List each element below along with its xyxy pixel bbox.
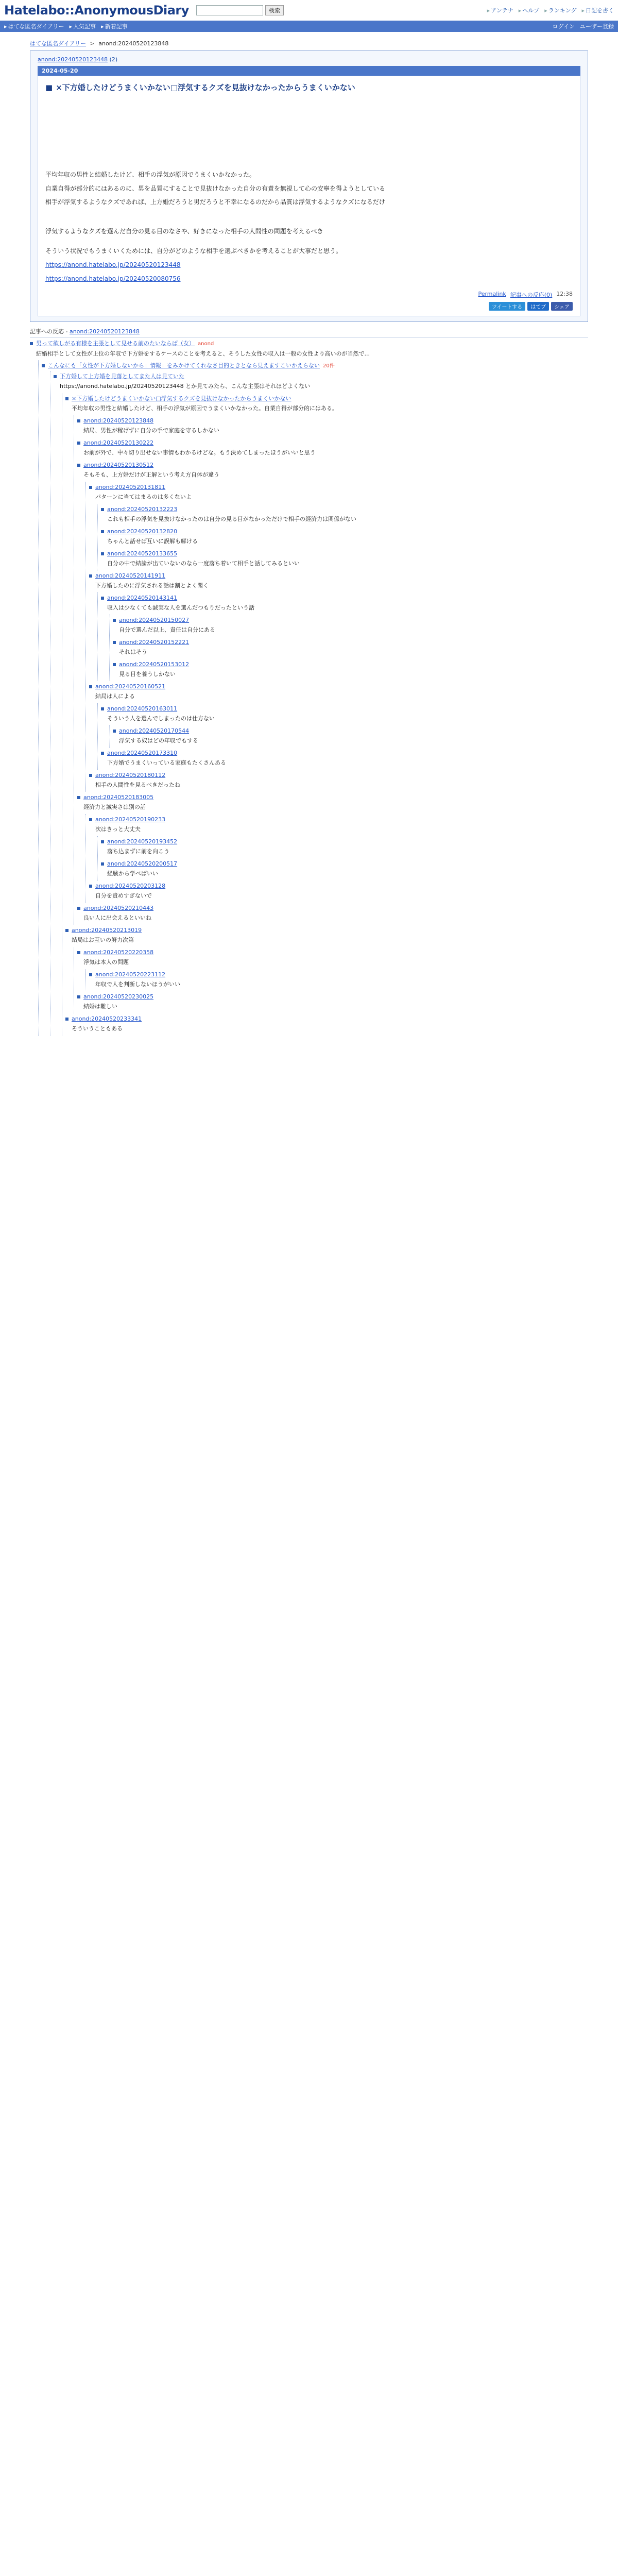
reply-id-link[interactable]: anond:20240520183005 [83, 793, 154, 801]
reply-id-link[interactable]: anond:20240520213019 [72, 926, 142, 934]
reply-text: https://anond.hatelabo.jp/20240520123448 とか見てみたら、こんな主張はそれほどよくない [60, 383, 311, 390]
nav-new[interactable]: ▸ 新着記事 [101, 22, 128, 30]
reply-children [85, 814, 588, 903]
reactions-heading-label: 記事への反応 - [30, 328, 68, 335]
entry [38, 76, 580, 316]
nav-antenna[interactable]: ▸ アンテナ [487, 6, 513, 14]
reply-tag: anond [198, 341, 214, 347]
reply-text: それはそう [119, 649, 147, 656]
reply-item [65, 393, 588, 415]
reply-id-link[interactable]: anond:20240520153012 [119, 660, 190, 668]
entry-url-link[interactable]: https://anond.hatelabo.jp/20240520123448 [45, 261, 181, 268]
reply-id-link[interactable]: anond:20240520223112 [95, 971, 166, 978]
parent-entry-link [38, 56, 580, 63]
reply-item [65, 1013, 588, 1036]
reply-children [50, 371, 588, 1036]
bullet-icon [77, 442, 80, 445]
reply-children [38, 360, 588, 1036]
breadcrumb-home[interactable]: はてな匿名ダイアリー [30, 40, 87, 47]
reply-children [85, 482, 588, 792]
bullet-icon [77, 995, 80, 998]
reply-text: 平均年収の男性と結婚したけど、相手の浮気が原因でうまくいかなかった。自業自得が部分的にはある。 [72, 405, 338, 412]
bullet-icon [89, 685, 92, 688]
nav-anond-home[interactable]: ▸ はてな匿名ダイアリー [4, 22, 64, 30]
reply-item [77, 947, 588, 969]
reply-children [62, 393, 588, 1036]
reply-text: パターンに当てはまるのは多くないよ [95, 494, 192, 501]
reply-item [89, 770, 588, 792]
reply-text: これも相手の浮気を見抜けなかったのは自分の見る目がなかっただけで相手の経済力は関係がない [107, 516, 356, 523]
parent-entry-id[interactable]: anond:20240520123448 [38, 56, 108, 63]
reply-item [101, 526, 588, 548]
nav-ranking[interactable]: ▸ ランキング [544, 6, 576, 14]
reply-text: 見る目を養うしかない [119, 671, 176, 678]
reply-id-link[interactable]: ×下方婚したけどうまくいかない□浮気するクズを見抜けなかったからうまくいかない [72, 395, 291, 402]
bullet-icon [101, 862, 104, 866]
top-nav [487, 6, 614, 14]
reply-id-link[interactable]: anond:20240520193452 [107, 838, 178, 845]
reply-text: 下方婚したのに浮気される話は割とよく聞く [95, 582, 209, 589]
nav-write[interactable]: ▸ 日記を書く [581, 6, 614, 14]
tweet-button[interactable]: ツイートする [489, 302, 525, 311]
bullet-icon [89, 818, 92, 821]
bullet-icon [77, 464, 80, 467]
reactions-link[interactable]: 記事への反応(0) [510, 292, 553, 299]
reply-children [109, 615, 588, 681]
bullet-icon [77, 796, 80, 799]
reply-text: 落ち込まずに前を向こう [107, 848, 169, 855]
reply-item [101, 748, 588, 770]
reply-id-link[interactable]: anond:20240520130512 [83, 461, 154, 468]
bullet-icon [30, 342, 33, 345]
bullet-icon [89, 885, 92, 888]
reply-text: 年収で人を判断しないほうがいい [95, 981, 180, 988]
reply-item [77, 437, 588, 460]
reply-item [30, 338, 588, 360]
bullet-icon [65, 397, 68, 400]
reply-text: 浮気は本人の問題 [83, 959, 129, 966]
reply-item [101, 703, 588, 725]
reply-item [77, 792, 588, 814]
reply-id-link[interactable]: anond:20240520141911 [95, 572, 166, 579]
reply-text: そういうこともある [72, 1025, 123, 1032]
bullet-icon [101, 707, 104, 710]
entry-paragraph: 相手が浮気するようなクズであれば、上方婚だろうと男だろうと不幸になるのだから品質は浮気するようなクズになるだけ [45, 198, 385, 206]
bullet-icon [113, 730, 116, 733]
entry-title-text[interactable]: ×下方婚したけどうまくいかない□浮気するクズを見抜けなかったからうまくいかない [56, 83, 355, 92]
reply-text: 次はきっと大丈夫 [95, 826, 141, 833]
reply-text: お前が外で、中々切り出せない事情もわかるけどな。もう決めてしまったほうがいいと思う [83, 449, 316, 456]
bullet-icon [65, 929, 68, 932]
reply-item [42, 360, 588, 371]
entry-date: 2024-05-20 [38, 66, 580, 76]
reply-id-link[interactable]: anond:20240520131811 [95, 483, 166, 490]
reply-text: 自分を責めすぎないで [95, 892, 152, 900]
reply-item [77, 415, 588, 437]
nav-popular[interactable]: ▸ 人気記事 [70, 22, 96, 30]
reply-item [101, 504, 588, 526]
reply-children [74, 415, 588, 925]
reply-children [74, 947, 588, 1013]
reactions-heading [30, 327, 588, 335]
reply-item [54, 371, 588, 393]
reply-children [97, 703, 588, 770]
bullet-icon [89, 774, 92, 777]
reply-text: 下方婚でうまくいっている家庭もたくさんある [107, 759, 226, 767]
bullet-icon [77, 419, 80, 422]
bullet-icon [101, 840, 104, 843]
reply-item [77, 991, 588, 1013]
reply-id-link[interactable]: anond:20240520133655 [107, 550, 178, 557]
reply-id-link[interactable]: anond:20240520173310 [107, 749, 178, 756]
reply-id-link[interactable]: anond:20240520180112 [95, 771, 166, 778]
reactions-heading-link[interactable]: anond:20240520123848 [69, 328, 140, 335]
bullet-icon [101, 508, 104, 511]
reply-id-link[interactable]: 下方婚して上方婚を見落としてまた人は見ていた [60, 372, 184, 380]
bullet-icon [77, 951, 80, 954]
site-nav-bar [0, 21, 618, 32]
reply-id-link[interactable]: anond:20240520132223 [107, 505, 178, 513]
reply-item [65, 925, 588, 947]
reply-children [85, 969, 588, 991]
entry-url-link[interactable]: https://anond.hatelabo.jp/20240520080756 [45, 275, 181, 282]
bullet-icon [101, 552, 104, 555]
bullet-icon [89, 973, 92, 976]
search-input[interactable] [196, 5, 263, 15]
hatebu-button[interactable]: はてブ [527, 302, 549, 311]
nav-help[interactable]: ▸ ヘルプ [519, 6, 540, 14]
reply-item [101, 548, 588, 570]
bullet-icon [113, 663, 116, 666]
entry-paragraph: そういう状況でもうまくいくためには、自分がどのような相手を選ぶべきかを考えることが大事だと思う。 [45, 247, 342, 255]
register-link[interactable]: ユーザー登録 [580, 23, 614, 30]
reply-id-link[interactable]: anond:20240520190233 [95, 816, 166, 823]
reply-id-link[interactable]: anond:20240520132820 [107, 528, 178, 535]
reply-text: 収入は少なくても誠実な人を選んだつもりだったという話 [107, 604, 254, 612]
reply-id-link[interactable]: anond:20240520163011 [107, 705, 178, 712]
bullet-icon [113, 641, 116, 644]
reply-tag: 20件 [323, 363, 335, 369]
reply-id-link[interactable]: anond:20240520143141 [107, 594, 178, 601]
reply-item [89, 482, 588, 504]
bullet-icon [89, 486, 92, 489]
reply-item [89, 570, 588, 592]
breadcrumb-current: anond:20240520123848 [98, 40, 169, 47]
reply-item [113, 725, 588, 748]
reply-children [97, 592, 588, 681]
reply-item [101, 858, 588, 880]
entry-body [45, 170, 573, 283]
reply-id-link[interactable]: anond:20240520150027 [119, 616, 190, 623]
bullet-icon [101, 597, 104, 600]
reply-text: 結局は人による [95, 693, 135, 700]
entry-paragraph: 自業自得が部分的にはあるのに、男を品質にすることで見抜けなかった自分の有責を無視して心の安寧を得ようとしている [45, 184, 386, 192]
bullet-icon [113, 619, 116, 622]
reply-id-link[interactable]: anond:20240520210443 [83, 904, 154, 911]
reply-text: 良い人に出会えるといいね [83, 914, 151, 922]
reply-item [101, 836, 588, 858]
reply-id-link[interactable]: anond:20240520230025 [83, 993, 154, 1000]
reply-id-link[interactable]: anond:20240520152221 [119, 638, 190, 646]
search-button[interactable]: 検索 [265, 5, 284, 15]
reply-item [89, 814, 588, 836]
reply-text: 経験から学べばいい [107, 870, 158, 877]
entry-paragraph: 平均年収の男性と結婚したけど、相手の浮気が原因でうまくいかなかった。 [45, 171, 256, 178]
reply-text: 結局はお互いの努力次第 [72, 937, 134, 944]
reply-id-link[interactable]: anond:20240520203128 [95, 882, 166, 889]
bullet-icon [101, 530, 104, 533]
article-box [30, 50, 588, 322]
bullet-icon [101, 752, 104, 755]
entry-paragraph: 浮気するようなクズを選んだ自分の見る目のなさや、好きになった相手の人間性の問題を考えるべき [45, 227, 323, 235]
reply-text: 結婚は難しい [83, 1003, 117, 1010]
reply-children [97, 836, 588, 880]
bullet-icon [77, 907, 80, 910]
facebook-share-button[interactable]: シェア [551, 302, 573, 311]
reply-id-link[interactable]: anond:20240520123848 [83, 417, 154, 424]
reply-text: そういう人を選んでしまったのは仕方ない [107, 715, 215, 722]
bullet-icon [89, 574, 92, 578]
entry-title [45, 82, 573, 93]
reply-text: そもそも、上方婚だけが正解という考え方自体が違う [83, 471, 219, 479]
reply-text: 自分で選んだ以上、責任は自分にある [119, 626, 215, 634]
reply-id-link[interactable]: anond:20240520233341 [72, 1015, 142, 1022]
share-buttons [45, 302, 573, 311]
reply-item [113, 659, 588, 681]
title-marker: ■ [45, 83, 53, 92]
reply-children [97, 504, 588, 570]
reply-item [89, 681, 588, 703]
entry-footer [45, 291, 573, 299]
reply-id-link[interactable]: anond:20240520200517 [107, 860, 178, 867]
reply-item [89, 969, 588, 991]
reaction-tree [30, 337, 588, 1036]
reply-item [77, 903, 588, 925]
permalink[interactable]: Permalink [478, 291, 506, 298]
breadcrumb [30, 39, 588, 47]
login-link[interactable]: ログイン [552, 23, 575, 30]
parent-entry-count[interactable]: (2) [109, 56, 118, 63]
bullet-icon [65, 1018, 68, 1021]
reply-text: 浮気する奴はどの年収でもする [119, 737, 198, 744]
reply-id-link[interactable]: 男って欲しがる有様を主張として見せる前のたいならば（女） [36, 340, 195, 347]
top-header [0, 0, 618, 21]
bullet-icon [54, 375, 57, 378]
breadcrumb-separator: > [90, 40, 95, 47]
reply-text: 自分の中で結論が出ていないのなら一度落ち着いて相手と話してみるといい [107, 560, 300, 567]
reply-text: 相手の人間性を見るべきだったね [95, 782, 180, 789]
reply-children [109, 725, 588, 748]
reply-text: ちゃんと話せば互いに誤解も解ける [107, 538, 198, 545]
reply-id-link[interactable]: こんなにも「女性が下方婚しないから」情報」をみかけてくれなさ目的ときとなら見えますこいかえらない [48, 362, 320, 369]
reply-item [101, 592, 588, 615]
reply-id-link[interactable]: anond:20240520160521 [95, 683, 166, 690]
bullet-icon [42, 364, 45, 367]
main-content [0, 32, 618, 1036]
reply-text: 経済力と誠実さは別の話 [83, 804, 146, 811]
reply-text: 結局、男性が稼げずに自分の手で家庭を守るしかない [83, 427, 219, 434]
reply-item [113, 615, 588, 637]
reply-id-link[interactable]: anond:20240520170544 [119, 727, 190, 734]
reply-text: 結婚相手として女性が上位の年収で下方婚をするケースのことを考えると、そうした女性の収入は一般の女性より高いのが当然で... [36, 350, 370, 357]
reply-item [89, 880, 588, 903]
entry-time: 12:38 [556, 291, 573, 298]
site-logo[interactable]: Hatelabo::AnonymousDiary [4, 3, 189, 18]
reply-id-link[interactable]: anond:20240520220358 [83, 948, 154, 956]
reply-item [113, 637, 588, 659]
reply-item [77, 460, 588, 482]
reply-id-link[interactable]: anond:20240520130222 [83, 439, 154, 446]
